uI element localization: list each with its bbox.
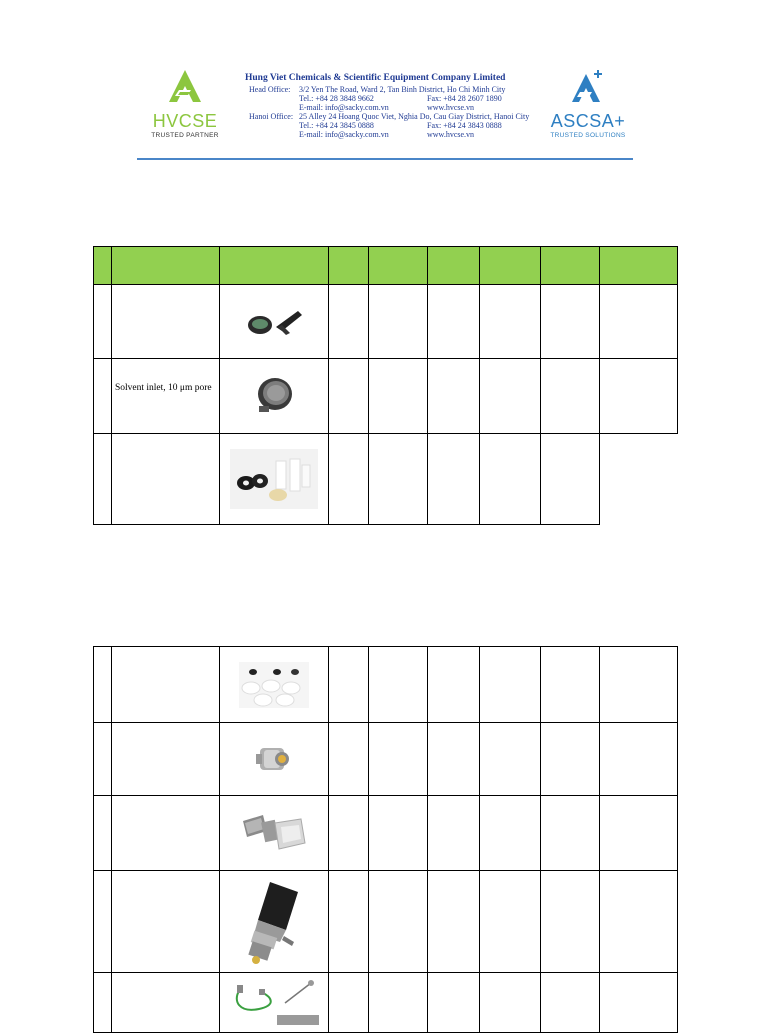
hvcse-logo-icon [165,68,205,104]
head-office-fax: Fax: +84 28 2607 1890 [427,94,502,103]
letterhead-rule [137,158,633,160]
product-image-cell [220,434,329,525]
row-description [112,434,220,525]
product-image-cell [220,359,329,434]
row-description [112,647,220,723]
table-row [94,647,678,723]
hanoi-office-email[interactable]: E-mail: info@sacky.com.vn [299,130,389,139]
company-name: Hung Viet Chemicals & Scientific Equipment Company Limited [245,73,506,83]
header-cell [428,247,480,285]
hanoi-office-web[interactable]: www.hvcse.vn [427,130,475,139]
table-row [94,434,678,525]
hanoi-office-address: 25 Alley 24 Hoang Quoc Viet, Nghia Do, Cau Giay District, Hanoi City [299,112,530,121]
row-description [112,871,220,973]
header-cell [600,247,678,285]
row-description [112,796,220,871]
table-row [94,871,678,973]
header-cell [541,247,600,285]
active-inlet-valve-image [236,876,312,968]
head-office-label: Head Office: [249,85,291,94]
hvcse-logo-name: HVCSE [152,111,218,131]
product-image-cell [220,871,329,973]
washer-seal-set-image [239,662,309,708]
header-cell [329,247,369,285]
fitting-adapter-image [237,805,311,861]
table-row [94,796,678,871]
header-cell [94,247,112,285]
header-cell [369,247,428,285]
hanoi-office-tel: Tel.: +84 24 3845 0888 [299,121,374,130]
head-office-address: 3/2 Yen The Road, Ward 2, Tan Binh District, Ho Chi Minh City [299,85,506,94]
capillary-cable-image [229,973,319,1025]
parts-table-2 [93,646,678,1033]
product-image-cell [220,647,329,723]
product-image-cell [220,285,329,359]
head-office-tel: Tel.: +84 28 3848 9662 [299,94,374,103]
header-cell [480,247,541,285]
table-row [94,359,678,434]
head-office-email[interactable]: E-mail: info@sacky.com.vn [299,103,389,112]
hanoi-office-label: Hanoi Office: [249,112,294,121]
ascsa-logo-icon [568,68,608,104]
hvcse-logo-tagline: TRUSTED PARTNER [151,132,219,139]
outlet-valve-cartridge-image [252,740,296,778]
hvcse-logo [145,68,225,139]
table-row [94,285,678,359]
header-cell [220,247,329,285]
header-cell [112,247,220,285]
ascsa-logo-name: ASCSA+ [550,111,626,131]
check-valve-cartridge-image [242,307,306,337]
parts-table-1 [93,246,678,525]
hanoi-office-fax: Fax: +84 24 3843 0888 [427,121,502,130]
seal-kit-image [230,449,318,509]
row-description [112,723,220,796]
solvent-inlet-filter-image [249,374,299,418]
product-image-cell [220,796,329,871]
product-image-cell [220,723,329,796]
row-description: Solvent inlet, 10 μm pore [112,359,220,434]
ascsa-logo-tagline: TRUSTED SOLUTIONS [550,132,626,139]
table-header-row [94,247,678,285]
company-info [245,74,545,139]
ascsa-logo [545,68,631,139]
letterhead [137,64,633,160]
row-description [112,285,220,359]
table-row [94,723,678,796]
head-office-web[interactable]: www.hvcse.vn [427,103,475,112]
